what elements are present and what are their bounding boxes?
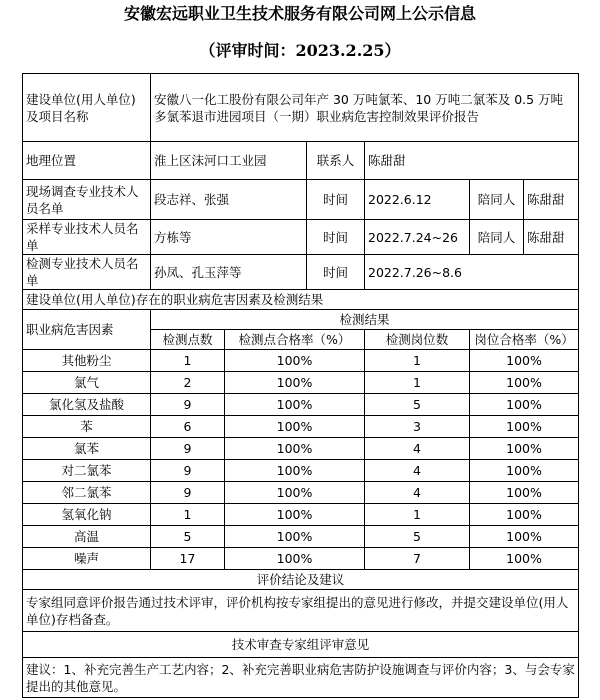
sampling-label: 采样专业技术人员名单 bbox=[23, 220, 151, 255]
hazard-posts: 5 bbox=[365, 526, 470, 548]
results-header: 检测结果 bbox=[151, 310, 579, 330]
point-rate-header: 检测点合格率（%） bbox=[225, 330, 365, 350]
survey-time-label: 时间 bbox=[307, 180, 365, 220]
hazard-point-rate: 100% bbox=[225, 548, 365, 570]
hazard-posts: 1 bbox=[365, 504, 470, 526]
hazard-points: 9 bbox=[151, 482, 225, 504]
table-row bbox=[23, 504, 579, 526]
hazard-name: 高温 bbox=[23, 526, 151, 548]
table-row bbox=[23, 416, 579, 438]
table-row bbox=[23, 548, 579, 570]
sampling-time-label: 时间 bbox=[307, 220, 365, 255]
testing-time-label: 时间 bbox=[307, 255, 365, 290]
hazard-points: 9 bbox=[151, 460, 225, 482]
testing-row bbox=[23, 255, 579, 290]
hazard-post-rate: 100% bbox=[470, 416, 579, 438]
conclusion-title: 评价结论及建议 bbox=[23, 570, 579, 590]
hazard-points: 9 bbox=[151, 394, 225, 416]
hazard-points: 9 bbox=[151, 438, 225, 460]
table-row bbox=[23, 372, 579, 394]
review-date: （评审时间：2023.2.25） bbox=[199, 41, 401, 60]
hazard-points: 17 bbox=[151, 548, 225, 570]
hazard-name: 氢氧化钠 bbox=[23, 504, 151, 526]
sampling-companion-label: 陪同人 bbox=[470, 220, 524, 255]
location-label: 地理位置 bbox=[23, 142, 151, 180]
hazard-header-row-1 bbox=[23, 310, 579, 330]
conclusion-text-row bbox=[23, 590, 579, 632]
survey-companion-label: 陪同人 bbox=[470, 180, 524, 220]
hazard-points: 2 bbox=[151, 372, 225, 394]
conclusion-title-row bbox=[23, 570, 579, 590]
review-text-row bbox=[23, 658, 579, 698]
hazard-points: 6 bbox=[151, 416, 225, 438]
sampling-time: 2022.7.24~26 bbox=[365, 220, 470, 255]
hazard-post-rate: 100% bbox=[470, 460, 579, 482]
hazard-posts: 1 bbox=[365, 372, 470, 394]
hazard-posts: 4 bbox=[365, 438, 470, 460]
hazard-posts: 1 bbox=[365, 350, 470, 372]
post-rate-header: 岗位合格率（%） bbox=[470, 330, 579, 350]
factor-header: 职业病危害因素 bbox=[23, 310, 151, 350]
hazard-point-rate: 100% bbox=[225, 372, 365, 394]
hazard-name: 氯化氢及盐酸 bbox=[23, 394, 151, 416]
unit-value: 安徽八一化工股份有限公司年产 30 万吨氯苯、10 万吨二氯苯及 0.5 万吨多氯苯退市进园项目（一期）职业病危害控制效果评价报告 bbox=[151, 74, 579, 142]
unit-row bbox=[23, 74, 579, 142]
hazard-point-rate: 100% bbox=[225, 482, 365, 504]
hazard-points: 1 bbox=[151, 504, 225, 526]
hazard-section-title: 建设单位(用人单位)存在的职业病危害因素及检测结果 bbox=[23, 290, 579, 310]
location-value: 淮上区沫河口工业园 bbox=[151, 142, 307, 180]
testing-value: 孙凤、孔玉萍等 bbox=[151, 255, 307, 290]
publicity-table bbox=[22, 73, 579, 698]
hazard-posts: 3 bbox=[365, 416, 470, 438]
survey-row bbox=[23, 180, 579, 220]
testing-time: 2022.7.26~8.6 bbox=[365, 255, 579, 290]
hazard-point-rate: 100% bbox=[225, 416, 365, 438]
survey-value: 段志祥、张强 bbox=[151, 180, 307, 220]
contact-label: 联系人 bbox=[307, 142, 365, 180]
hazard-name: 其他粉尘 bbox=[23, 350, 151, 372]
hazard-post-rate: 100% bbox=[470, 526, 579, 548]
conclusion-text: 专家组同意评价报告通过技术评审，评价机构按专家组提出的意见进行修改，并提交建设单位(用人单位)存档备查。 bbox=[23, 590, 579, 632]
hazard-name: 苯 bbox=[23, 416, 151, 438]
location-row bbox=[23, 142, 579, 180]
hazard-point-rate: 100% bbox=[225, 504, 365, 526]
review-text: 建议：1、补充完善生产工艺内容；2、补充完善职业病危害防护设施调查与评价内容；3、与会专家提出的其他意见。 bbox=[23, 658, 579, 698]
survey-time: 2022.6.12 bbox=[365, 180, 470, 220]
hazard-points: 5 bbox=[151, 526, 225, 548]
hazard-post-rate: 100% bbox=[470, 438, 579, 460]
hazard-post-rate: 100% bbox=[470, 504, 579, 526]
contact-value: 陈甜甜 bbox=[365, 142, 579, 180]
hazard-point-rate: 100% bbox=[225, 526, 365, 548]
sampling-value: 方栋等 bbox=[151, 220, 307, 255]
survey-companion: 陈甜甜 bbox=[524, 180, 579, 220]
hazard-post-rate: 100% bbox=[470, 350, 579, 372]
hazard-section-row bbox=[23, 290, 579, 310]
hazard-post-rate: 100% bbox=[470, 548, 579, 570]
hazard-points: 1 bbox=[151, 350, 225, 372]
sampling-row bbox=[23, 220, 579, 255]
hazard-name: 氯苯 bbox=[23, 438, 151, 460]
hazard-name: 氯气 bbox=[23, 372, 151, 394]
testing-label: 检测专业技术人员名单 bbox=[23, 255, 151, 290]
hazard-posts: 4 bbox=[365, 482, 470, 504]
review-title: 技术审查专家组评审意见 bbox=[23, 632, 579, 658]
table-row bbox=[23, 350, 579, 372]
unit-label: 建设单位(用人单位)及项目名称 bbox=[23, 74, 151, 142]
hazard-post-rate: 100% bbox=[470, 372, 579, 394]
table-row bbox=[23, 526, 579, 548]
hazard-post-rate: 100% bbox=[470, 394, 579, 416]
table-row bbox=[23, 438, 579, 460]
hazard-point-rate: 100% bbox=[225, 394, 365, 416]
hazard-point-rate: 100% bbox=[225, 460, 365, 482]
hazard-point-rate: 100% bbox=[225, 438, 365, 460]
table-row bbox=[23, 482, 579, 504]
hazard-name: 邻二氯苯 bbox=[23, 482, 151, 504]
table-row bbox=[23, 394, 579, 416]
hazard-posts: 4 bbox=[365, 460, 470, 482]
hazard-post-rate: 100% bbox=[470, 482, 579, 504]
survey-label: 现场调查专业技术人员名单 bbox=[23, 180, 151, 220]
points-header: 检测点数 bbox=[151, 330, 225, 350]
page-title: 安徽宏远职业卫生技术服务有限公司网上公示信息 bbox=[123, 4, 476, 23]
posts-header: 检测岗位数 bbox=[365, 330, 470, 350]
hazard-posts: 5 bbox=[365, 394, 470, 416]
review-title-row bbox=[23, 632, 579, 658]
hazard-posts: 7 bbox=[365, 548, 470, 570]
hazard-name: 对二氯苯 bbox=[23, 460, 151, 482]
hazard-point-rate: 100% bbox=[225, 350, 365, 372]
sampling-companion: 陈甜甜 bbox=[524, 220, 579, 255]
hazard-name: 噪声 bbox=[23, 548, 151, 570]
table-row bbox=[23, 460, 579, 482]
